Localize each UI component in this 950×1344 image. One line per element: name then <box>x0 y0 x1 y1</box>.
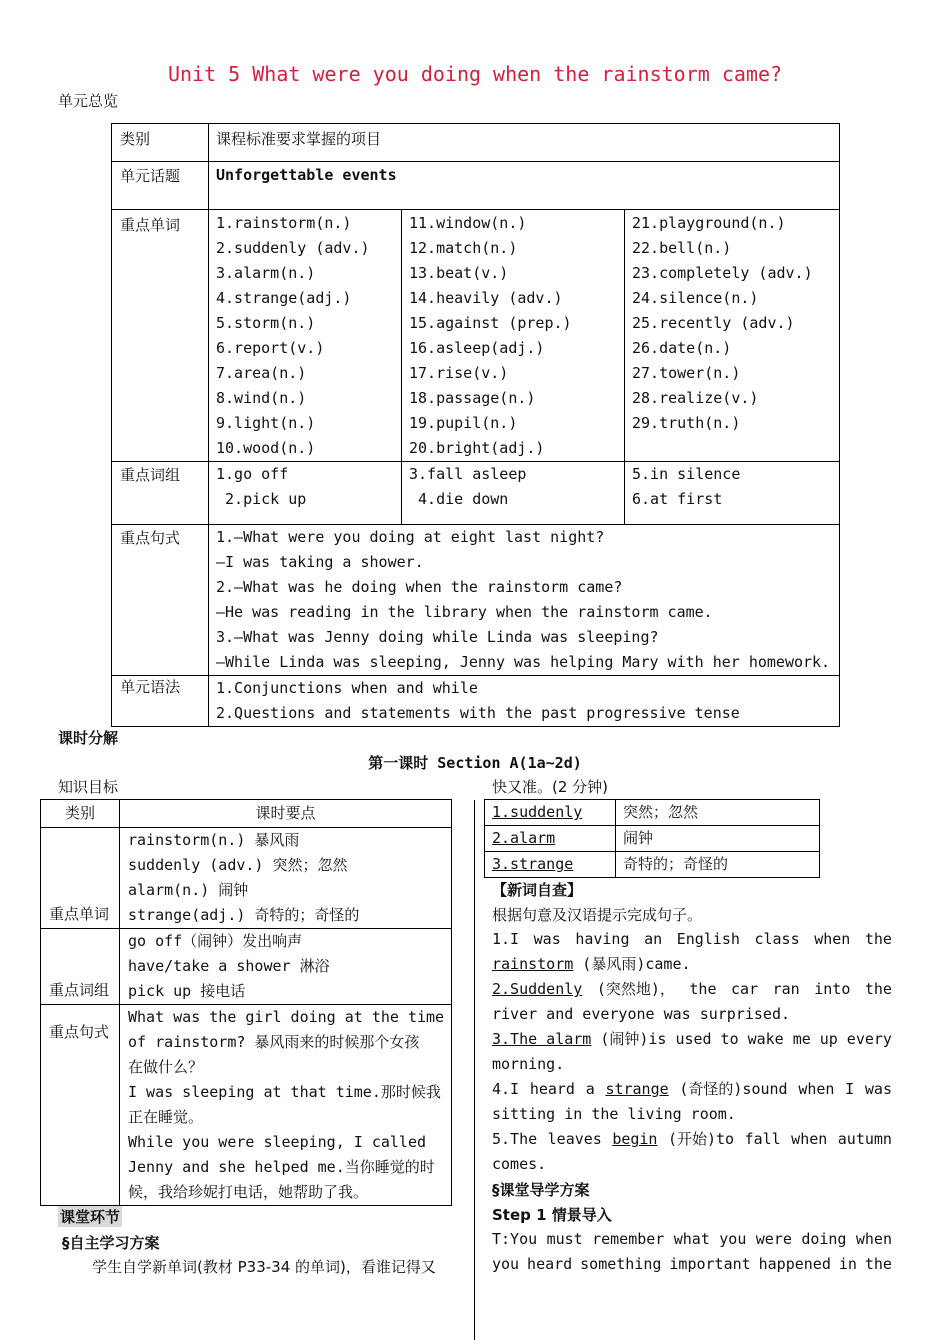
step1-title: Step 1 情景导入 <box>492 1206 612 1224</box>
ex-word: (奇怪的)sound <box>679 1080 788 1098</box>
phrase-item: 2.pick up <box>216 490 307 508</box>
s-word: heard <box>527 1255 573 1273</box>
word-item: 26.date(n.) <box>632 339 732 357</box>
page-title: Unit 5 What were you doing when the rainstorm came? <box>167 62 783 86</box>
phrase-item: 3.fall asleep <box>409 465 527 483</box>
kt-line: 在做什么？ <box>128 1058 204 1076</box>
ex-word: heard <box>529 1080 575 1098</box>
ex-word: wake <box>747 1030 784 1048</box>
word-item: 5.storm(n.) <box>216 314 316 332</box>
ex-answer: begin <box>612 1130 658 1148</box>
phrases-col3 <box>625 462 840 525</box>
kt-line: pick up 接电话 <box>128 982 246 1000</box>
word-item: 3.alarm(n.) <box>216 264 316 282</box>
step1-line <box>492 1252 892 1277</box>
word-item: 9.light(n.) <box>216 414 316 432</box>
ex-word: into <box>814 980 851 998</box>
word-item: 28.realize(v.) <box>632 389 759 407</box>
word-item: 7.area(n.) <box>216 364 307 382</box>
word-item: 21.playground(n.) <box>632 214 786 232</box>
s-word: happened <box>758 1255 831 1273</box>
phrase-item: 1.go off <box>216 465 289 483</box>
word-item: 6.report(v.) <box>216 339 325 357</box>
ex-word: 1.I <box>492 930 520 948</box>
s-word: you <box>719 1230 747 1248</box>
sentences-cell <box>209 525 840 676</box>
topic-value: Unforgettable events <box>216 166 397 184</box>
ex-word: class <box>754 930 800 948</box>
check-instructions: 根据句意及汉语提示完成句子。 <box>492 906 703 924</box>
knowledge-goal-label: 知识目标 <box>58 778 119 796</box>
topic-label: 单元话题 <box>120 167 181 185</box>
exercise-line <box>492 1052 892 1077</box>
kt-line: go off（闹钟）发出响声 <box>128 932 303 950</box>
words-col3 <box>625 210 840 462</box>
ex-word: used <box>675 1030 712 1048</box>
kt-words-label: 重点单词 <box>49 905 110 923</box>
ex-word: comes. <box>492 1155 547 1173</box>
word-item: 14.heavily (adv.) <box>409 289 563 307</box>
exercise-line <box>492 1077 892 1102</box>
guide-title: §课堂导学方案 <box>492 1181 590 1199</box>
ex-word: fall <box>744 1130 781 1148</box>
ex-word: when <box>814 930 851 948</box>
ex-word: 5.The <box>492 1130 538 1148</box>
sentence-line: —I was taking a shower. <box>216 553 424 571</box>
exercise-line <box>492 1002 892 1027</box>
word-item: 29.truth(n.) <box>632 414 741 432</box>
vocab-word: 3.strange <box>492 855 574 873</box>
ex-word: English <box>676 930 740 948</box>
kt-sentences-label: 重点句式 <box>49 1023 110 1041</box>
word-item: 11.window(n.) <box>409 214 527 232</box>
s-word: the <box>864 1255 892 1273</box>
ex-word: ran <box>772 980 800 998</box>
word-item: 23.completely (adv.) <box>632 264 813 282</box>
s-word: T:You <box>492 1230 538 1248</box>
kt-header-points: 课时要点 <box>255 804 316 822</box>
classroom-heading: 课堂环节 <box>60 1208 121 1226</box>
phrases-label: 重点词组 <box>120 466 181 484</box>
kt-line: of rainstorm? 暴风雨来的时候那个女孩 <box>128 1033 420 1051</box>
word-item: 1.rainstorm(n.) <box>216 214 352 232</box>
ex-word: was <box>864 1080 892 1098</box>
kt-phrases-cell <box>120 929 452 1005</box>
kt-phrases-label: 重点词组 <box>49 981 110 999</box>
word-item: 13.beat(v.) <box>409 264 509 282</box>
kt-words-cell <box>120 828 452 929</box>
ex-word: an <box>644 930 663 948</box>
s-word: doing <box>801 1230 847 1248</box>
words-col2 <box>402 210 625 462</box>
kt-line: alarm(n.) 闹钟 <box>128 881 249 899</box>
exercise-line <box>492 1127 892 1152</box>
s-word: remember <box>592 1230 665 1248</box>
kt-line: rainstorm(n.) 暴风雨 <box>128 831 300 849</box>
ex-word: car <box>731 980 759 998</box>
grammar-label: 单元语法 <box>120 678 181 696</box>
lesson-breakdown-heading: 课时分解 <box>58 729 119 747</box>
vocab-meaning: 闹钟 <box>623 829 654 847</box>
ex-word: up <box>819 1030 838 1048</box>
sentence-line: —He was reading in the library when the rainstorm came. <box>216 603 713 621</box>
vocab-meaning: 突然；忽然 <box>623 803 699 821</box>
ex-answer: rainstorm <box>492 955 574 973</box>
sentence-line: 1.—What were you doing at eight last night? <box>216 528 605 546</box>
vocab-word: 1.suddenly <box>492 803 583 821</box>
word-item: 24.silence(n.) <box>632 289 759 307</box>
word-item: 20.bright(adj.) <box>409 439 545 457</box>
s-word: something <box>580 1255 662 1273</box>
kt-line: While you were sleeping, I called <box>128 1133 427 1151</box>
sentence-line: 3.—What was Jenny doing while Linda was sleeping? <box>216 628 659 646</box>
word-item: 8.wind(n.) <box>216 389 307 407</box>
sentence-line: 2.—What was he doing when the rainstorm came? <box>216 578 623 596</box>
ex-word: (开始)to <box>667 1130 735 1148</box>
ex-answer: 2.Suddenly <box>492 980 583 998</box>
kt-line: Jenny and she helped me.当你睡觉的时 <box>128 1158 435 1176</box>
ex-answer: 3.The alarm <box>492 1030 592 1048</box>
word-item: 22.bell(n.) <box>632 239 732 257</box>
check-title: 【新词自查】 <box>492 881 583 899</box>
s-word: were <box>755 1230 792 1248</box>
kt-line: suddenly (adv.) 突然；忽然 <box>128 856 348 874</box>
words-col1 <box>209 210 402 462</box>
word-item: 25.recently (adv.) <box>632 314 795 332</box>
kt-line: 候，我给珍妮打电话，她帮助了我。 <box>128 1183 369 1201</box>
ex-word: (突然地)， <box>596 980 675 998</box>
s-word: what <box>673 1230 710 1248</box>
overview-label: 单元总览 <box>58 92 119 110</box>
grammar-line: 1.Conjunctions when and while <box>216 679 478 697</box>
ex-word: having <box>575 930 630 948</box>
ex-word: the <box>689 980 717 998</box>
vocab-table <box>484 799 820 878</box>
vocab-word: 2.alarm <box>492 829 556 847</box>
word-item: 15.against (prep.) <box>409 314 572 332</box>
ex-word: the <box>864 980 892 998</box>
unit-overview-table <box>111 123 840 727</box>
word-item: 27.tower(n.) <box>632 364 741 382</box>
ex-word: to <box>720 1030 739 1048</box>
self-study-text: 学生自学新单词(教材 P33-34 的单词)，看谁记得又 <box>92 1258 436 1276</box>
self-study-heading: §自主学习方案 <box>62 1234 160 1252</box>
s-word: must <box>546 1230 583 1248</box>
phrases-col1 <box>209 462 402 525</box>
step1-text <box>492 1227 892 1277</box>
kt-line: What was the girl doing at the time <box>128 1008 445 1026</box>
word-item: 2.suddenly (adv.) <box>216 239 370 257</box>
ex-word: sitting in the living room. <box>492 1105 736 1123</box>
word-item: 4.strange(adj.) <box>216 289 352 307</box>
exercise-list <box>492 927 892 1177</box>
word-item: 10.wood(n.) <box>216 439 316 457</box>
kt-line: 正在睡觉。 <box>128 1108 204 1126</box>
word-item: 12.match(n.) <box>409 239 518 257</box>
ex-word: 4.I <box>492 1080 520 1098</box>
word-item: 19.pupil(n.) <box>409 414 518 432</box>
exercise-line <box>492 927 892 952</box>
exercise-line <box>492 977 892 1002</box>
kt-line: I was sleeping at that time.那时候我 <box>128 1083 441 1101</box>
ex-word: when <box>798 1080 835 1098</box>
word-item: 17.rise(v.) <box>409 364 509 382</box>
ex-word: a <box>585 1080 595 1098</box>
ex-word: when <box>791 1130 828 1148</box>
s-word: in <box>838 1255 857 1273</box>
header-category: 类别 <box>120 130 151 148</box>
kt-sentences-cell <box>120 1005 452 1206</box>
grammar-line: 2.Questions and statements with the past progressive tense <box>216 704 740 722</box>
word-item: 18.passage(n.) <box>409 389 536 407</box>
s-word: you <box>492 1255 520 1273</box>
ex-word: I <box>845 1080 855 1098</box>
exercise-line <box>492 952 892 977</box>
phrases-col2 <box>402 462 625 525</box>
header-items: 课程标准要求掌握的项目 <box>216 130 382 148</box>
ex-word: every <box>846 1030 892 1048</box>
continued-text: 快又准。(2 分钟) <box>492 778 609 796</box>
kt-header-category: 类别 <box>64 804 95 822</box>
lesson-title: 第一课时 Section A(1a~2d) <box>368 754 582 772</box>
words-label: 重点单词 <box>120 216 181 234</box>
grammar-cell <box>209 676 840 727</box>
sentences-label: 重点句式 <box>120 529 181 547</box>
word-item: 16.asleep(adj.) <box>409 339 545 357</box>
ex-word: autumn <box>837 1130 892 1148</box>
exercise-line <box>492 1102 892 1127</box>
ex-word: the <box>864 930 892 948</box>
ex-word: morning. <box>492 1055 565 1073</box>
kt-line: strange(adj.) 奇特的；奇怪的 <box>128 906 360 924</box>
column-divider <box>474 800 475 1340</box>
step1-line <box>492 1227 892 1252</box>
exercise-line <box>492 1027 892 1052</box>
s-word: important <box>669 1255 751 1273</box>
ex-word: leaves <box>547 1130 602 1148</box>
kt-line: have/take a shower 淋浴 <box>128 957 330 975</box>
ex-word: was <box>533 930 561 948</box>
sentence-line: —While Linda was sleeping, Jenny was helping Mary with her homework. <box>216 653 831 671</box>
phrase-item: 5.in silence <box>632 465 741 483</box>
ex-word: (暴风雨)came. <box>573 955 691 973</box>
exercise-line <box>492 1152 892 1177</box>
phrase-item: 6.at first <box>632 490 723 508</box>
ex-word: (闹钟)is <box>600 1030 667 1048</box>
s-word: when <box>855 1230 892 1248</box>
phrase-item: 4.die down <box>409 490 509 508</box>
ex-answer: strange <box>605 1080 669 1098</box>
vocab-meaning: 奇特的；奇怪的 <box>623 855 729 873</box>
ex-word: me <box>792 1030 811 1048</box>
ex-word: river and everyone was surprised. <box>492 1005 791 1023</box>
knowledge-table <box>40 799 452 1206</box>
